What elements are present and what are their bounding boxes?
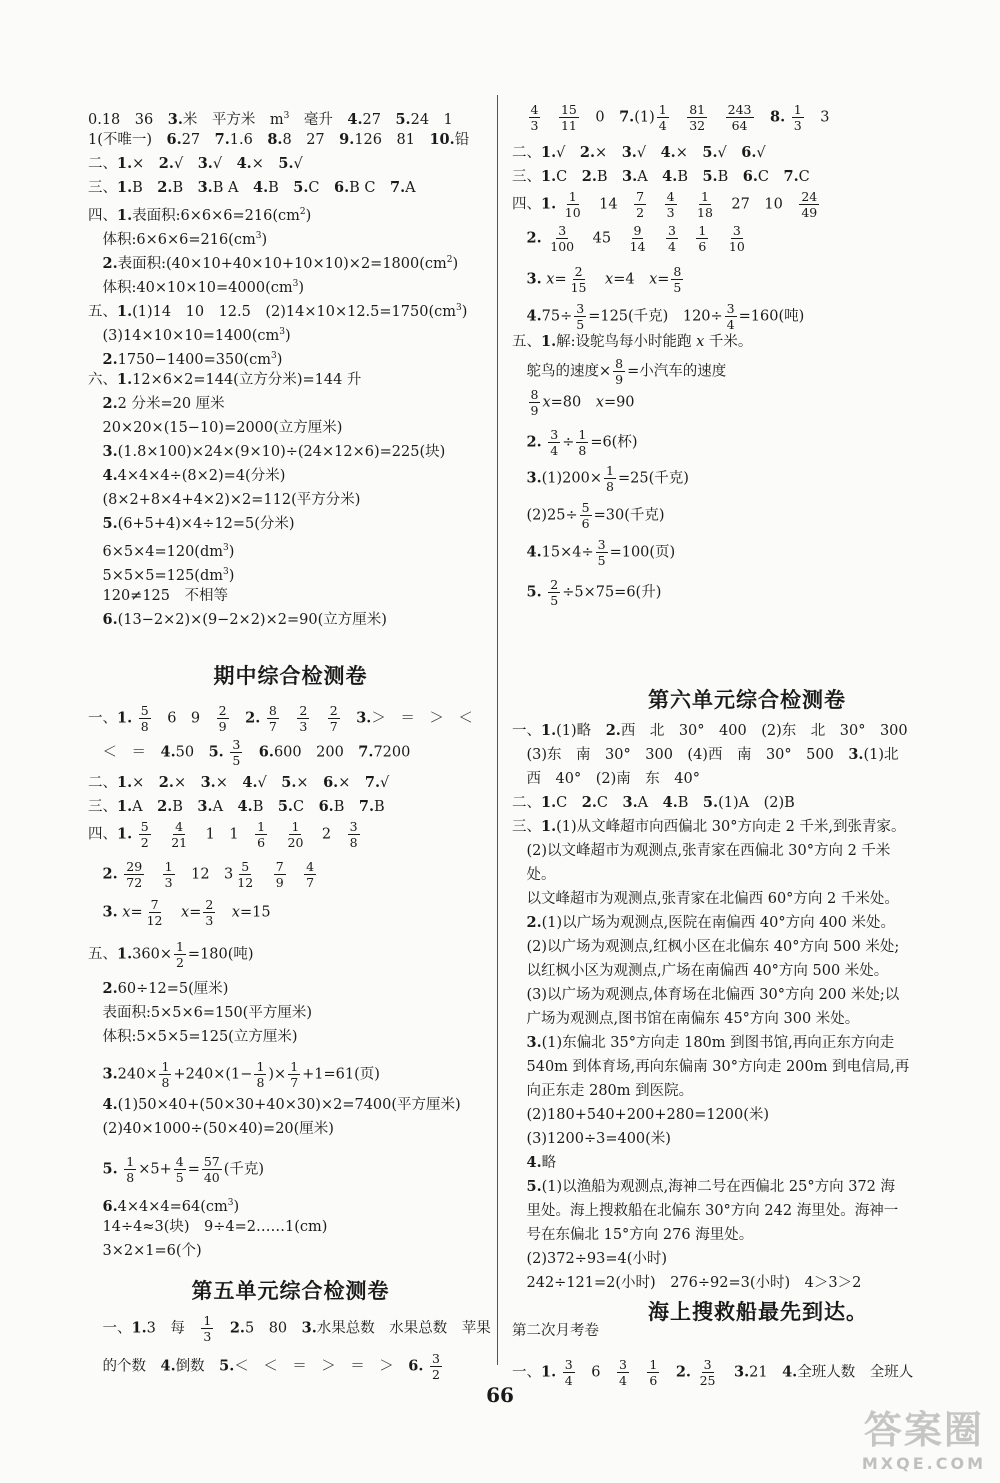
fraction: $\frac{8}{5}$: [673, 264, 682, 295]
fraction: $\frac{3}{10}$: [728, 223, 745, 254]
answer-line: 二、1.C 2.C 3.A 4.B 5.(1)A (2)B: [512, 794, 795, 811]
answer-line: 0.18 36 3.米 平方米 $m^3$ 毫升 4.27 5.24 1: [88, 110, 453, 128]
answer-line: 3×2×1=6(个): [88, 1243, 202, 1259]
fraction: $\frac{3}{5}$: [597, 537, 606, 568]
answer-line: 二、1.× 2.√ 3.√ 4.× 5.√: [88, 155, 303, 172]
fraction: $\frac{3}{5}$: [232, 737, 241, 768]
answer-line: 以红枫小区为观测点,广场在南偏西 40°方向 500 米处。: [512, 963, 889, 979]
fraction: $\frac{8}{9}$: [615, 356, 624, 387]
answer-line: 2. $\frac{3}{4}$ ÷ $\frac{1}{8}$ =6(杯): [526, 427, 638, 458]
fraction: $\frac{1}{8}$: [256, 1059, 265, 1090]
fraction: $\frac{8}{7}$: [268, 703, 277, 734]
fraction: $\frac{1}{3}$: [793, 102, 802, 133]
answer-line: $\frac{8}{9}$ x=80 x=90: [530, 387, 635, 418]
answer-line: 四、1. $\frac{5}{2}$ $\frac{4}{21}$ 1 1 $\frac{1}{6}$ $\frac{1}{20}$ 2 $\frac{3}{8}$: [88, 819, 358, 850]
answer-line: 四、1.表面积$:6\times 6\times 6=216(cm^2)$: [88, 206, 312, 224]
fraction: $\frac{3}{5}$: [576, 301, 585, 332]
answer-line: $(3)14\times 10\times 10=1400(cm^3)$: [88, 327, 291, 344]
answer-line: 20×20×(15−10)=2000(立方厘米): [88, 420, 343, 436]
answer-line: 2.表面积$:(40\times 10+40\times 10+10\times 10)\times 2=1800(cm^2)$: [102, 254, 459, 272]
fraction: $\frac{7}{12}$: [146, 897, 163, 928]
answer-line: 三、1.(1)从文峰超市向西偏北 30°方向走 2 千米,到张青家。: [512, 818, 906, 835]
answer-line: (3)1200÷3=400(米): [512, 1131, 671, 1147]
fraction: $\frac{8}{9}$: [530, 387, 539, 418]
fraction: $\frac{2}{15}$: [570, 264, 587, 295]
fraction: $\frac{3}{2}$: [432, 1351, 440, 1382]
answer-line: ＜ ＝ 4.50 5. $\frac{3}{5}$ 6.600 200 7.7200: [88, 737, 411, 768]
answer-line: 体积:5×5×5=125(立方厘米): [88, 1029, 298, 1045]
fraction: $\frac{1}{18}$: [697, 189, 713, 220]
answer-line: $5\times 5\times 5=125(dm^3)$: [88, 567, 235, 584]
answer-line: 一、1.3 每 $\frac{1}{3}$ 2.5 80 3.水果总数 水果总数 苹果: [88, 1313, 491, 1344]
answer-line: 体积$:6\times 6\times 6=216(cm^3)$: [88, 231, 268, 248]
fraction: $\frac{4}{3}$: [530, 102, 539, 133]
answer-line: 4.15×4÷ $\frac{3}{5}$ =100(页): [526, 537, 676, 568]
answer-line: 3. x= $\frac{7}{12}$ x= $\frac{2}{3}$ x=15: [102, 897, 271, 928]
answer-line: 3. x= $\frac{2}{15}$ x=4 x= $\frac{8}{5}$: [526, 264, 682, 295]
fraction: $\frac{5}{12}$: [237, 859, 254, 890]
answer-line: 六、1.12×6×2=144(立方分米)=144 升: [88, 371, 362, 388]
section-title: 期中综合检测卷: [213, 664, 368, 688]
watermark-url: MXQE.COM: [861, 1454, 986, 1473]
answer-line: 1(不唯一) 6.27 7.1.6 8.8 27 9.126 81 10.铅: [88, 131, 470, 148]
fraction: $\frac{3}{4}$: [618, 1357, 627, 1388]
answer-line: 4.75÷ $\frac{3}{5}$ =125(千克) 120÷ $\frac{3}{4}$ =160(吨): [526, 301, 805, 332]
answer-line: 二、1.× 2.× 3.× 4.√ 5.× 6.× 7.√: [88, 774, 390, 791]
answer-line: 的个数 4.倒数 5.＜ ＜ ＝ ＞ ＝ ＞ 6. $\frac{3}{2}$: [88, 1351, 440, 1382]
fraction: $\frac{1}{6}$: [698, 223, 707, 254]
answer-line: 3.240× $\frac{1}{8}$ +240×(1− $\frac{1}{8}$ )× $\frac{1}{7}$ +1=61(页): [102, 1059, 380, 1090]
answer-line: 2. $\frac{29}{72}$ $\frac{1}{3}$ 12 3 $\frac{5}{12}$ $\frac{7}{9}$ $\frac{4}{7}$: [102, 859, 315, 890]
answer-line: 3.(1)东偏北 35°方向走 180m 到图书馆,再向正东方向走: [526, 1034, 895, 1051]
fraction: $\frac{1}{8}$: [161, 1059, 170, 1090]
fraction: $\frac{7}{2}$: [636, 189, 645, 220]
fraction: $\frac{15}{11}$: [560, 102, 577, 133]
answer-line: 四、1. $\frac{1}{10}$ 14 $\frac{7}{2}$ $\frac{4}{3}$ $\frac{1}{18}$ 27 10 $\frac{24}{49}$: [512, 189, 818, 220]
watermark-text: 答案圈: [863, 1408, 984, 1452]
answer-line: 5.(1)以渔船为观测点,海神二号在西偏北 25°方向 372 海: [526, 1178, 895, 1195]
answer-line: 5.(6+5+4)×4÷12=5(分米): [102, 515, 295, 532]
fraction: $\frac{1}{20}$: [287, 819, 304, 850]
fraction: $\frac{1}{8}$: [606, 463, 614, 494]
answer-line: (2)以广场为观测点,红枫小区在北偏东 40°方向 500 米处;: [512, 939, 900, 955]
fraction: $\frac{1}{2}$: [175, 939, 184, 970]
answer-line: 一、1. $\frac{5}{8}$ 6 9 $\frac{2}{9}$ 2. $\frac{8}{7}$ $\frac{2}{3}$ $\frac{2}{7}$ 3.＞ ＝ ＞ ＜: [88, 703, 473, 734]
answer-line: 2.60÷12=5(厘米): [102, 980, 229, 997]
answer-line: 五、1.360× $\frac{1}{2}$ =180(吨): [88, 939, 254, 970]
column-divider: [497, 95, 498, 1365]
section-title: 海上搜救船最先到达。: [626, 1300, 868, 1324]
answer-line: 号在东偏北 15°方向 276 海里处。: [512, 1227, 754, 1243]
answer-line: 广场为观测点,图书馆在南偏东 45°方向 300 米处。: [512, 1011, 860, 1027]
answer-line: 体积$:40\times 10\times 10=4000(cm^3)$: [88, 279, 305, 296]
fraction: $\frac{3}{4}$: [726, 301, 735, 332]
answer-line: 三、1.A 2.B 3.A 4.B 5.C 6.B 7.B: [88, 798, 385, 815]
answer-line: 里处。海上搜救船在北偏东 30°方向 242 海里处。海神一: [512, 1203, 899, 1219]
fraction: $\frac{1}{3}$: [203, 1313, 212, 1344]
answer-line: 2. $\frac{3}{100}$ 45 $\frac{9}{14}$ $\frac{3}{4}$ $\frac{1}{6}$ $\frac{3}{10}$: [526, 223, 745, 254]
answer-line: 120≠125 不相等: [88, 588, 229, 604]
fraction: $\frac{3}{4}$: [667, 223, 676, 254]
answer-line: 3.(1)200× $\frac{1}{8}$ =25(千克): [526, 463, 689, 494]
answer-line: 5. $\frac{1}{8}$ ×5+ $\frac{4}{5}$ = $\frac{57}{40}$ (千克): [102, 1154, 265, 1185]
fraction: $\frac{3}{4}$: [564, 1357, 573, 1388]
fraction: $\frac{3}{100}$: [550, 223, 575, 254]
fraction: $\frac{4}{7}$: [306, 859, 315, 890]
answer-line: 2.2 分米=20 厘米: [102, 395, 225, 412]
answer-line: (3)东 南 30° 300 (4)西 南 30° 500 3.(1)北: [512, 746, 899, 763]
fraction: $\frac{1}{4}$: [658, 102, 667, 133]
page-number: 66: [486, 1383, 514, 1407]
fraction: $\frac{4}{21}$: [171, 819, 188, 850]
answer-line: 4.(1)50×40+(50×30+40×30)×2=7400(平方厘米): [102, 1096, 461, 1113]
fraction: $\frac{2}{3}$: [299, 703, 308, 734]
answer-line: 三、1.B 2.B 3.B A 4.B 5.C 6.B C 7.A: [88, 179, 416, 196]
fraction: $\frac{9}{14}$: [629, 223, 646, 254]
answer-line: (2)以文峰超市为观测点,张青家在西偏北 30°方向 2 千米: [512, 843, 891, 859]
answer-line: (8×2+8×4+4×2)×2=112(平方分米): [88, 492, 361, 508]
fraction: $\frac{1}{6}$: [649, 1357, 658, 1388]
fraction: $\frac{1}{3}$: [164, 859, 173, 890]
fraction: $\frac{5}{8}$: [140, 703, 149, 734]
answer-line: 三、1.C 2.B 3.A 4.B 5.B 6.C 7.C: [512, 168, 810, 185]
answer-line: (2)372÷93=4(小时): [512, 1251, 668, 1267]
answer-line: $2.1750-1400=350(cm^3)$: [102, 350, 283, 368]
answer-line: 处。: [512, 867, 556, 883]
answer-line: 表面积:5×5×6=150(平方厘米): [88, 1005, 312, 1021]
answer-line: 西 40° (2)南 东 40°: [512, 771, 700, 787]
watermark-logo: [862, 1399, 986, 1473]
section-title: 第五单元综合检测卷: [191, 1279, 390, 1303]
fraction: $\frac{7}{9}$: [275, 859, 284, 890]
fraction: $\frac{4}{5}$: [175, 1154, 184, 1185]
fraction: $\frac{24}{49}$: [801, 189, 818, 220]
answer-line: (2)25÷ $\frac{5}{6}$ =30(千克): [512, 500, 665, 531]
fraction: $\frac{2}{9}$: [218, 703, 227, 734]
fraction: $\frac{29}{72}$: [126, 859, 143, 890]
fraction: $\frac{2}{3}$: [205, 897, 214, 928]
fraction: $\frac{1}{10}$: [564, 189, 581, 220]
fraction: $\frac{2}{7}$: [329, 703, 338, 734]
answer-line: (2)180+540+200+280=1200(米): [512, 1107, 770, 1123]
answer-line: $6\times 5\times 4=120(dm^3)$: [88, 543, 235, 560]
answer-line: 一、1.(1)略 2.西 北 30° 400 (2)东 北 30° 300: [512, 722, 908, 739]
answer-line: 4.略: [526, 1154, 557, 1171]
fraction: $\frac{1}{8}$: [578, 427, 587, 458]
answer-line: 鸵鸟的速度× $\frac{8}{9}$ =小汽车的速度: [512, 356, 727, 387]
fraction: $\frac{4}{3}$: [666, 189, 675, 220]
fraction: $\frac{243}{64}$: [727, 102, 752, 133]
fraction: $\frac{3}{4}$: [550, 427, 559, 458]
fraction: $\frac{81}{32}$: [689, 102, 706, 133]
fraction: $\frac{3}{25}$: [699, 1357, 716, 1388]
answer-line: $6.4\times 4\times 4=64(cm^3)$: [102, 1197, 240, 1215]
fraction: $\frac{1}{7}$: [290, 1059, 299, 1090]
answer-line: 五、1.解:设鸵鸟每小时能跑 x 千米。: [512, 333, 753, 350]
answer-line: 2.(1)以广场为观测点,医院在南偏西 40°方向 400 米处。: [526, 914, 895, 931]
answer-line: 4.4×4×4÷(8×2)=4(分米): [102, 467, 286, 484]
answer-line: 14÷4≈3(块) 9÷4=2……1(cm): [88, 1219, 328, 1235]
answer-line: 向正东走 280m 到医院。: [512, 1083, 694, 1099]
fraction: $\frac{1}{6}$: [257, 819, 266, 850]
answer-line: 6.(13−2×2)×(9−2×2)×2=90(立方厘米): [102, 611, 387, 628]
fraction: $\frac{5}{6}$: [581, 500, 590, 531]
fraction: $\frac{57}{40}$: [203, 1154, 220, 1185]
answer-line: 一、1. $\frac{3}{4}$ 6 $\frac{3}{4}$ $\frac{1}{6}$ 2. $\frac{3}{25}$ 3.21 4.全班人数 全班人: [512, 1357, 914, 1388]
answer-line: 5. $\frac{2}{5}$ ÷5×75=6(升): [526, 577, 662, 608]
answer-line: 3.(1.8×100)×24×(9×10)÷(24×12×6)=225(块): [102, 443, 446, 460]
section-title: 第六单元综合检测卷: [648, 688, 846, 712]
answer-line: 第二次月考卷: [512, 1323, 599, 1339]
answer-line: (2)40×1000÷(50×40)=20(厘米): [88, 1121, 334, 1137]
answer-line: 二、1.√ 2.× 3.√ 4.× 5.√ 6.√: [512, 144, 766, 161]
answer-line: (3)以广场为观测点,体育场在北偏西 30°方向 200 米处;以: [512, 987, 900, 1003]
answer-line: 五、1.(1)14 10 12.5 $(2)14\times 10\times 12.5=1750(cm^3)$: [88, 302, 468, 320]
fraction: $\frac{3}{8}$: [349, 819, 358, 850]
answer-line: 242÷121=2(小时) 276÷92=3(小时) 4＞3＞2: [512, 1275, 862, 1291]
fraction: $\frac{2}{5}$: [550, 577, 559, 608]
answer-line: $\frac{4}{3}$ $\frac{15}{11}$ 0 7.(1) $\frac{1}{4}$ $\frac{81}{32}$ $\frac{243}{64}$ 8. $\frac{1}{3}$ 3: [530, 102, 830, 133]
answer-line: 以文峰超市为观测点,张青家在北偏西 60°方向 2 千米处。: [512, 891, 899, 907]
fraction: $\frac{5}{2}$: [140, 819, 149, 850]
answer-line: 540m 到体育场,再向东偏南 30°方向走 200m 到电信局,再: [512, 1059, 910, 1075]
fraction: $\frac{1}{8}$: [126, 1154, 135, 1185]
